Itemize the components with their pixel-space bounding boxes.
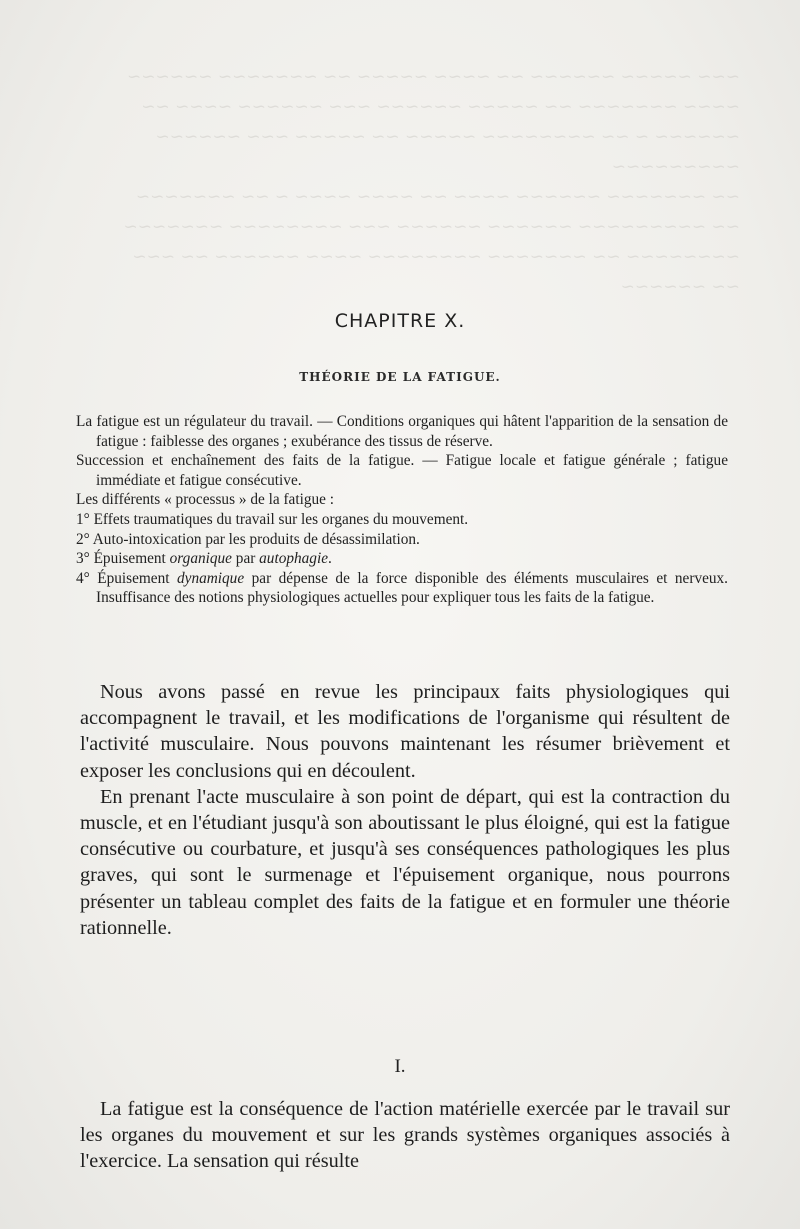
summary-text: par dépense de la force disponible des éléments musculaires et nerveux. Insuffisance des notions physiologiques actuelles pour expliquer tous les faits de la fatigue. [96,569,729,607]
summary-italic: organique [169,550,232,568]
body-text-continued [80,1096,730,1175]
chapter-subtitle: THÉORIE DE LA FATIGUE. [299,370,501,384]
section-number: I. [394,1056,406,1077]
summary-item: Les différents « processus » de la fatigue : [76,491,334,509]
summary-item: La fatigue est un régulateur du travail. — Conditions organiques qui hâtent l'apparition de la sensation de fatigue : faiblesse des organes ; exubérance des tissus de réserve. [76,413,728,450]
paragraph: En prenant l'acte musculaire à son point de départ, qui est la contraction du muscle, et en l'étudiant jusqu'à son aboutissant le plus éloigné, qui est la fatigue consécutive ou courbature, et jusqu'à ses conséquences pathologiques les plus graves, qui sont le surmenage et l'épuisement organique, nous pourrons présenter un tableau complet des faits de la fatigue et en formuler une théorie rationnelle. [80,785,730,939]
summary-text: 3° Épuisement [76,550,170,568]
chapter-summary [76,412,728,608]
summary-item [76,549,728,569]
summary-text: par [231,550,260,568]
summary-text: . [328,550,332,568]
summary-item [76,569,728,608]
paragraph: Nous avons passé en revue les principaux faits physiologiques qui accompagnent le travail, et les modifications de l'organisme qui résultent de l'activité musculaire. Nous pouvons maintenant les résumer brièvement et exposer les conclusions qui en découlent. [80,681,730,782]
summary-italic: dynamique [177,569,245,587]
summary-item: Succession et enchaînement des faits de la fatigue. — Fatigue locale et fatigue générale ; fatigue immédiate et fatigue consécutive. [76,452,728,489]
summary-text: 4° Épuisement [76,569,177,587]
body-text [80,679,730,941]
paragraph: La fatigue est la conséquence de l'action matérielle exercée par le travail sur les organes du mouvement et sur les grands systèmes organiques associés à l'exercice. La sensation qui résulte [80,1098,730,1173]
show-through-text: ~~~ ~~~~~ ~~~~~~ ~~ ~~~~ ~~~~~ ~~ ~~~~~~~ ~~~~~~ ~~~~ ~~~~~~~ ~~ ~~~~~ ~~~~~~ ~~~ ~~~~~~ ~~~~ ~~ ~~~~~~ ~ ~~ ~~~~~~~~ ~~~~~ ~~ ~~~~~ ~~~ ~~~~~~ ~~~~~~~~~ ~~ ~~~~~~~ ~~~~~~ ~~~~ ~~ ~~~~ ~~~~ ~ ~~ ~~~~~~~ ~~ ~~~~~~~~~ ~~~~~~ ~~~~~~ ~~~ ~~~~~~~~ ~~~~~~~ ~~~~~~~~ ~~ ~~~~~~~ ~~~~~~~~ ~~~~ ~~~~~~ ~~ ~~~ ~~ ~~~~~~ [123,67,740,297]
summary-italic: autophagie [259,550,328,568]
summary-item: 1° Effets traumatiques du travail sur les organes du mouvement. [76,510,469,528]
chapter-title: CHAPITRE X. [334,310,466,332]
summary-item: 2° Auto-intoxication par les produits de désassimilation. [76,530,420,548]
